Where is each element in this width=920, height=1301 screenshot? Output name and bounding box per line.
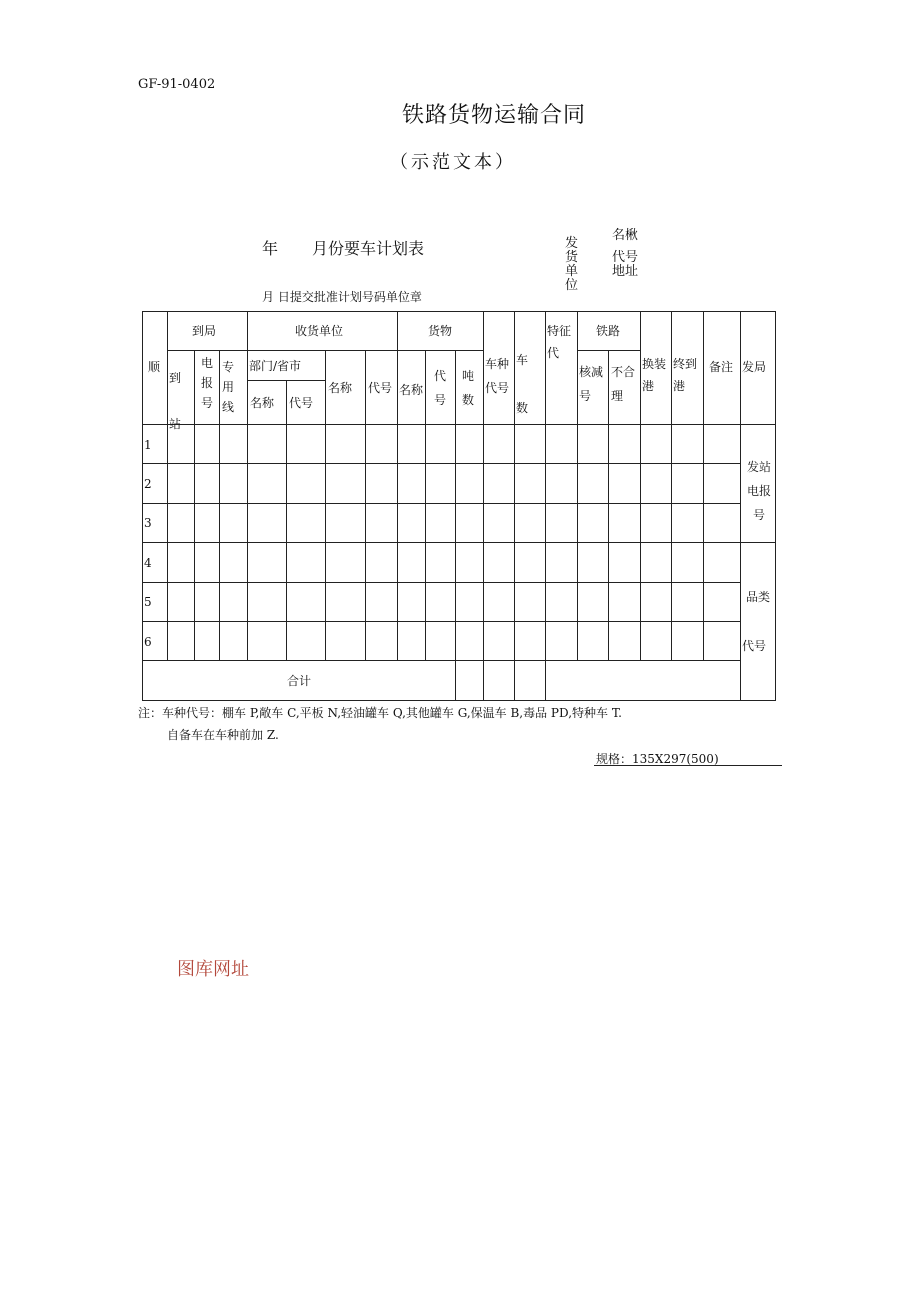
- note-car-type-codes: 注：车种代号：棚车 P,敞车 C,平板 N,轻油罐车 Q,其他罐车 G,保温车 B,毒品 PD,特种车 T.: [138, 706, 622, 720]
- header-remark: 备注: [709, 360, 734, 374]
- header-cargo-name: 名称: [399, 383, 424, 397]
- plan-title-rest: 月份要车计划表: [312, 239, 425, 258]
- side-category-code-label: 代号: [742, 639, 767, 653]
- document-title: 铁路货物运输合同: [402, 103, 587, 128]
- submit-approval-line: 月 日提交批准计划号码单位章: [262, 290, 422, 304]
- header-unreasonable: 不合理: [611, 365, 636, 403]
- header-to-bureau: 到局: [192, 324, 217, 338]
- spec-underline: [594, 765, 782, 766]
- header-dept-code: 代号: [289, 396, 314, 410]
- header-telegraph-no: 电报号: [201, 356, 214, 410]
- header-railway: 铁路: [596, 324, 621, 338]
- row-number: 5: [144, 595, 152, 609]
- header-transship-port: 换装港: [642, 357, 667, 393]
- side-category-label: 品类: [746, 590, 771, 604]
- sender-code-label: 代号: [612, 250, 639, 265]
- header-seq: 顺: [148, 360, 161, 374]
- header-verify-no: 核减号: [579, 365, 604, 403]
- header-car-type-code: 车种代号: [485, 357, 510, 395]
- row-number: 2: [144, 477, 152, 491]
- row-number: 3: [144, 516, 152, 530]
- row-number: 1: [144, 438, 152, 452]
- header-car-count: 车数: [516, 353, 529, 415]
- row-number: 6: [144, 635, 152, 649]
- gallery-url-text: 图库网址: [177, 959, 249, 980]
- row-number: 4: [144, 556, 152, 570]
- header-receiver-unit: 收货单位: [295, 324, 344, 338]
- spec-label: 规格：135X297(500): [596, 752, 719, 766]
- header-origin-bureau: 发局: [742, 360, 767, 374]
- header-cargo: 货物: [428, 324, 453, 338]
- header-to-station: 到站: [169, 371, 182, 431]
- header-dedicated-line: 专用线: [222, 360, 235, 414]
- note-private-car: 自备车在车种前加 Z.: [167, 728, 279, 742]
- plan-title-year: 年: [262, 239, 279, 258]
- header-cargo-tons: 吨数: [462, 369, 475, 407]
- sender-name-label: 名楸: [612, 228, 639, 243]
- header-receiver-code: 代号: [368, 381, 393, 395]
- header-cargo-code: 代号: [434, 369, 447, 407]
- total-label: 合计: [287, 674, 312, 688]
- header-dept-name: 名称: [250, 396, 275, 410]
- document-code: GF-91-0402: [138, 77, 216, 92]
- header-dept-province: 部门/省市: [249, 359, 302, 373]
- sender-address-label: 地址: [612, 264, 639, 279]
- side-origin-telegraph-no: 发站电报号: [746, 460, 771, 522]
- document-subtitle: （示范文本）: [390, 152, 516, 173]
- header-final-port: 终到港: [673, 357, 698, 393]
- header-receiver-name: 名称: [328, 381, 353, 395]
- sender-unit-label: 发货单位: [565, 236, 579, 293]
- header-feature-code: 特征代: [547, 324, 572, 360]
